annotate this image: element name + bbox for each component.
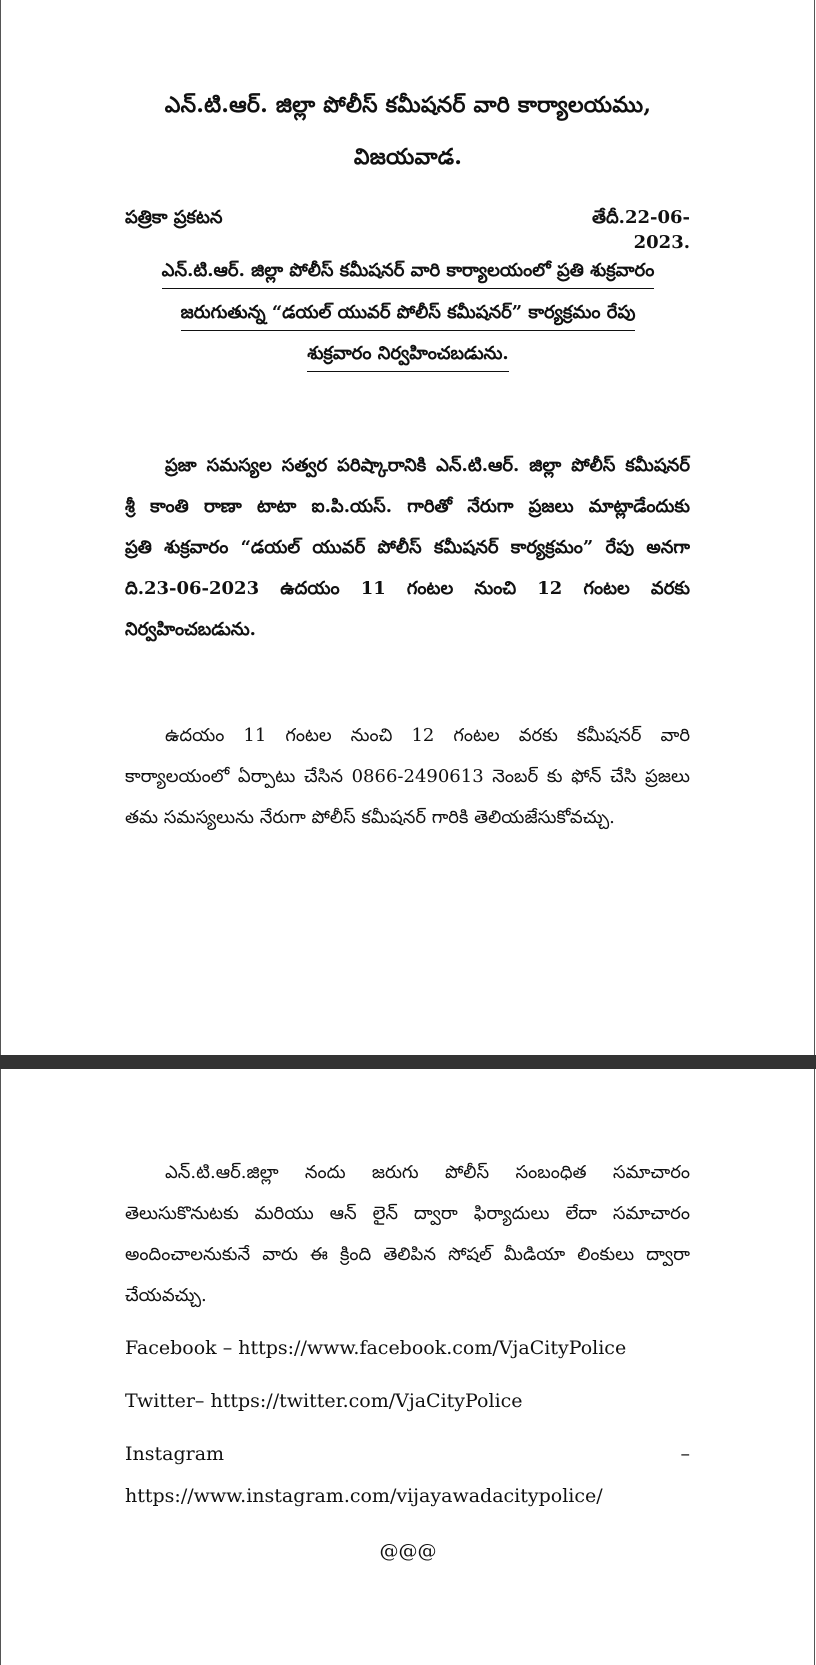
office-title-line1: ఎన్.టి.ఆర్. జిల్లా పోలీస్ కమీషనర్ వారి కార్యాలయము, bbox=[164, 92, 652, 118]
instagram-link[interactable]: https://www.instagram.com/vijayawadacitypolice/ bbox=[125, 1485, 603, 1507]
facebook-link[interactable]: Facebook – https://www.facebook.com/VjaCityPolice bbox=[125, 1337, 627, 1359]
paragraph-3-line2: తెలుసుకొనుటకు మరియు ఆన్ లైన్ ద్వారా ఫిర్యాదులు లేదా సమాచారం bbox=[125, 1203, 690, 1224]
end-mark: @@@ bbox=[379, 1540, 437, 1562]
paragraph-1-line2: శ్రీ కాంతి రాణా టాటా ఐ.పి.యస్. గారితో నేరుగా ప్రజలు మాట్లాడేందుకు bbox=[125, 496, 690, 517]
instagram-dash: – bbox=[680, 1443, 690, 1465]
page-separator bbox=[0, 1055, 816, 1069]
paragraph-3-line1: ఎన్.టి.ఆర్.జిల్లా నందు జరుగు పోలీస్ సంబంధిత సమాచారం bbox=[165, 1162, 690, 1183]
paragraph-3 bbox=[125, 1162, 690, 1332]
paragraph-1 bbox=[125, 455, 690, 665]
subject-line2: జరుగుతున్న “డయల్ యువర్ పోలీస్ కమీషనర్” కార్యక్రమం రేపు bbox=[181, 302, 636, 331]
paragraph-2-line1: ఉదయం 11 గంటల నుంచి 12 గంటల వరకు కమీషనర్ వారి bbox=[165, 725, 690, 746]
paragraph-3-line3: అందించాలనుకునే వారు ఈ క్రింది తెలిపిన సోషల్ మీడియా లింకులు ద్వారా bbox=[125, 1244, 690, 1265]
paragraph-1-line4: ది.23-06-2023 ఉదయం 11 గంటల నుంచి 12 గంటల వరకు bbox=[125, 578, 690, 599]
paragraph-2-line2: కార్యాలయంలో ఏర్పాటు చేసిన 0866-2490613 నెంబర్ కు ఫోన్ చేసి ప్రజలు bbox=[125, 766, 690, 787]
paragraph-1-line5: నిర్వహించబడును. bbox=[125, 619, 256, 640]
press-release-label: పత్రికా ప్రకటన bbox=[125, 207, 223, 228]
paragraph-1-line3: ప్రతి శుక్రవారం “డయల్ యువర్ పోలీస్ కమీషనర్ కార్యక్రమం” రేపు అనగా bbox=[125, 537, 690, 558]
paragraph-2 bbox=[125, 725, 690, 855]
page-2 bbox=[0, 1069, 815, 1665]
paragraph-2-line3: తమ సమస్యలును నేరుగా పోలీస్ కమీషనర్ గారికి తెలియజేసుకోవచ్చు. bbox=[125, 807, 615, 828]
subject-line1: ఎన్.టి.ఆర్. జిల్లా పోలీస్ కమీషనర్ వారి కార్యాలయంలో ప్రతి శుక్రవారం bbox=[162, 260, 655, 289]
release-date: తేదీ.22-06-2023. bbox=[591, 207, 690, 253]
subject-line3: శుక్రవారం నిర్వహించబడును. bbox=[307, 343, 508, 372]
paragraph-3-line4: చేయవచ్చు. bbox=[125, 1285, 207, 1306]
office-title-line2: విజయవాడ. bbox=[353, 144, 463, 170]
paragraph-1-line1: ప్రజా సమస్యల సత్వర పరిష్కారానికి ఎన్.టి.ఆర్. జిల్లా పోలీస్ కమీషనర్ bbox=[165, 455, 690, 476]
twitter-link[interactable]: Twitter– https://twitter.com/VjaCityPolice bbox=[125, 1390, 523, 1412]
instagram-label: Instagram bbox=[125, 1443, 225, 1465]
